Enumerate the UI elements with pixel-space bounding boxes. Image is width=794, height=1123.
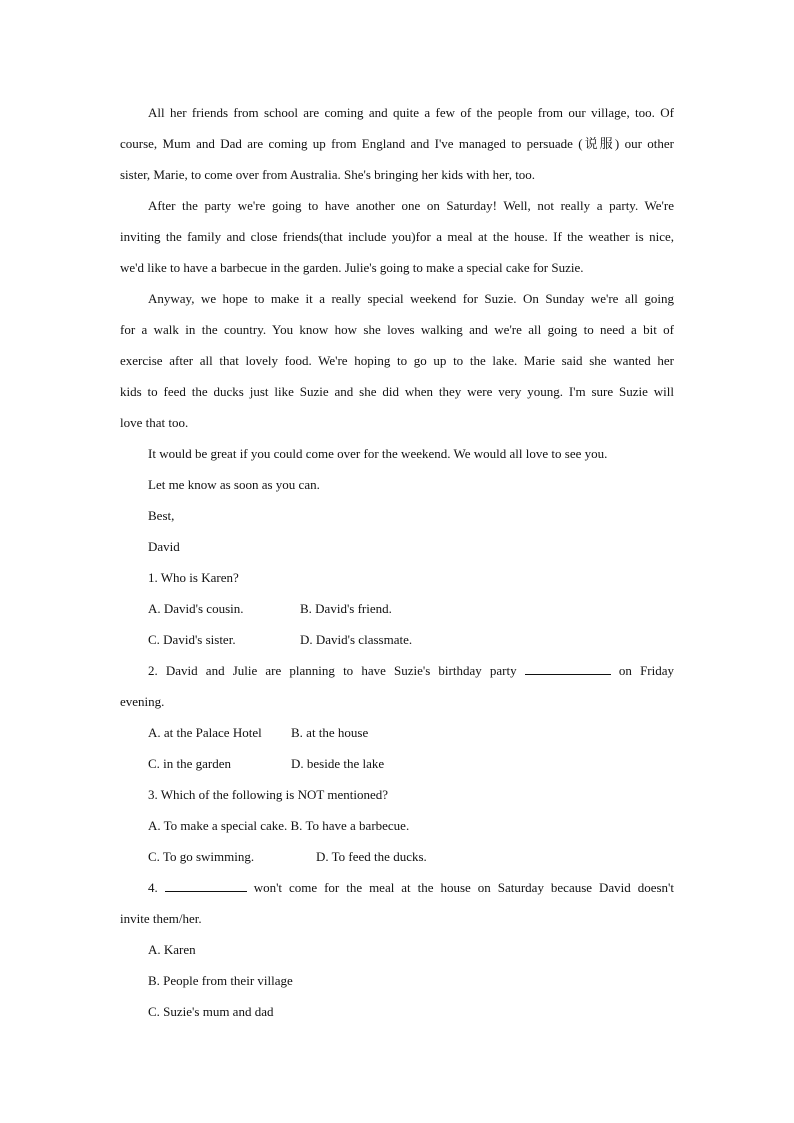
option-a[interactable]: A. Karen: [148, 942, 196, 957]
option-b[interactable]: B. at the house: [291, 725, 369, 740]
passage-line: course, Mum and Dad are coming up from England and I've managed to persuade (说服) our other: [120, 136, 674, 151]
option-c[interactable]: C. To go swimming.: [148, 849, 255, 864]
option-d[interactable]: D. David's classmate.: [300, 632, 413, 647]
question-1-options-row-1: [120, 597, 674, 628]
question-2-stem: [120, 659, 674, 690]
option-a[interactable]: A. To make a special cake.: [148, 818, 288, 833]
passage-line: All her friends from school are coming and quite a few of the people from our village, too. Of: [148, 105, 674, 120]
option-a[interactable]: A. David's cousin.: [148, 601, 244, 616]
option-b[interactable]: B. To have a barbecue.: [290, 818, 410, 833]
question-4-number: 4.: [148, 880, 158, 895]
passage-line: It would be great if you could come over for the weekend. We would all love to see you.: [148, 446, 608, 461]
answer-blank[interactable]: [525, 660, 611, 675]
question-3-stem: 3. Which of the following is NOT mentioned?: [148, 787, 388, 802]
answer-blank[interactable]: [165, 877, 247, 892]
question-4-stem: [120, 876, 674, 907]
question-2-stem-wrap: evening.: [120, 694, 165, 709]
passage-line: Anyway, we hope to make it a really special weekend for Suzie. On Sunday we're all going: [148, 291, 674, 306]
question-2-stem-text: 2. David and Julie are planning to have Suzie's birthday party: [148, 663, 517, 678]
question-3-options-row-2: [120, 845, 674, 876]
question-1-stem: 1. Who is Karen?: [148, 570, 239, 585]
passage-line: After the party we're going to have another one on Saturday! Well, not really a party. We're: [148, 198, 674, 213]
option-c[interactable]: C. David's sister.: [148, 632, 236, 647]
question-4-stem-text: won't come for the meal at the house on Saturday because David doesn't: [253, 880, 675, 895]
question-2-options-row-2: [120, 752, 674, 783]
letter-signature: David: [148, 539, 180, 554]
question-3-options-row-1: [120, 814, 674, 845]
passage-line: inviting the family and close friends(that include you)for a meal at the house. If the weather is nice,: [120, 229, 674, 244]
passage-line: for a walk in the country. You know how she loves walking and we're all going to need a bit of: [120, 322, 674, 337]
option-b[interactable]: B. People from their village: [148, 973, 293, 988]
option-c[interactable]: C. in the garden: [148, 756, 232, 771]
question-2-stem-text-end: on Friday: [618, 663, 675, 678]
reading-content: [120, 101, 674, 1031]
passage-line: sister, Marie, to come over from Australia. She's bringing her kids with her, too.: [120, 167, 536, 182]
letter-closing: Best,: [148, 508, 175, 523]
passage-line: we'd like to have a barbecue in the garden. Julie's going to make a special cake for Suzie.: [120, 260, 584, 275]
option-a[interactable]: A. at the Palace Hotel: [148, 725, 262, 740]
question-2-options-row-1: [120, 721, 674, 752]
question-4-stem-wrap: invite them/her.: [120, 911, 202, 926]
option-b[interactable]: B. David's friend.: [300, 601, 392, 616]
option-c[interactable]: C. Suzie's mum and dad: [148, 1004, 274, 1019]
passage-line: kids to feed the ducks just like Suzie and she did when they were very young. I'm sure Suzie will: [120, 384, 674, 399]
option-d[interactable]: D. To feed the ducks.: [316, 849, 427, 864]
question-1-options-row-2: [120, 628, 674, 659]
option-d[interactable]: D. beside the lake: [291, 756, 385, 771]
passage-line: Let me know as soon as you can.: [148, 477, 320, 492]
passage-line: love that too.: [120, 415, 189, 430]
passage-line: exercise after all that lovely food. We're hoping to go up to the lake. Marie said she wanted her: [120, 353, 674, 368]
